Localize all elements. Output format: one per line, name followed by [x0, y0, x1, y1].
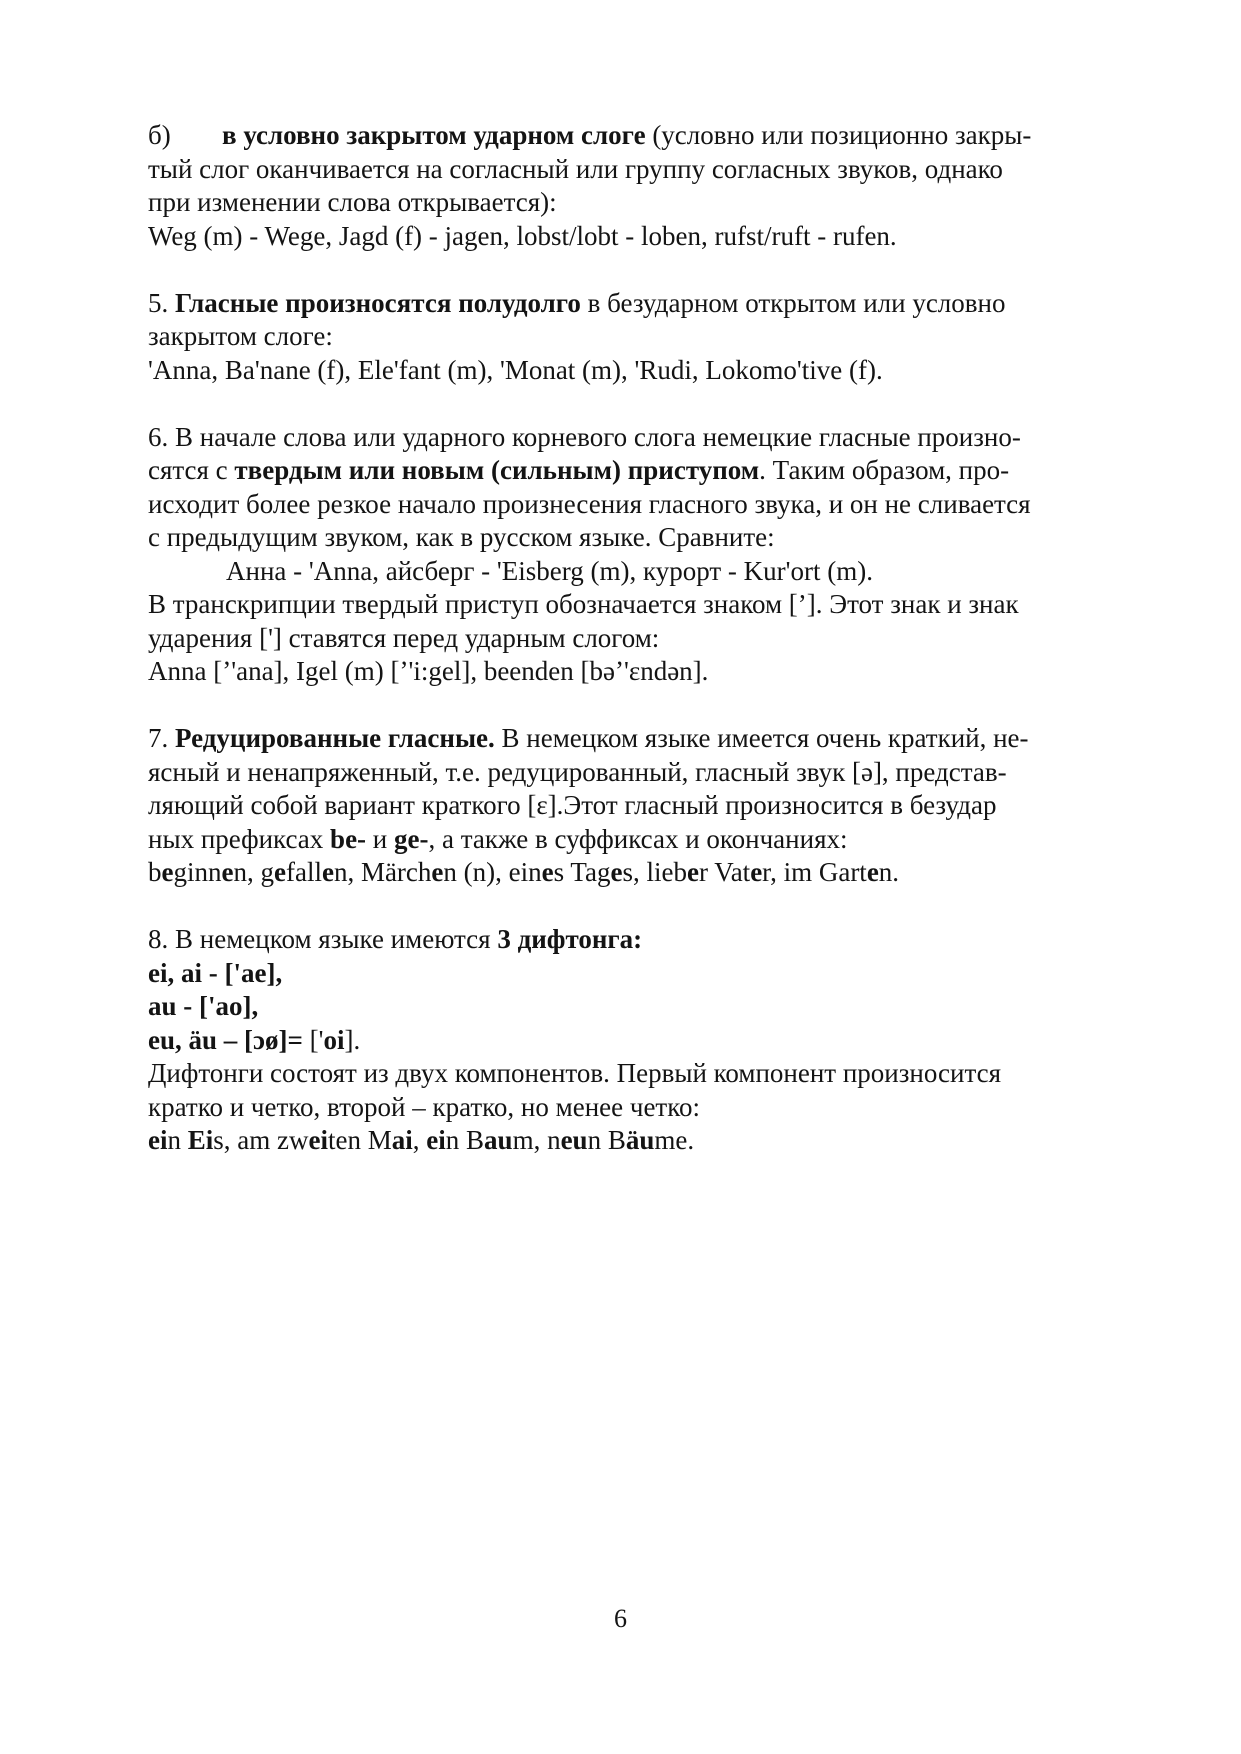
section-7-line-1: 7. Редуцированные гласные. В немецком языке имеется очень краткий, не-: [148, 723, 1029, 753]
section-6-line-2: сятся с твердым или новым (сильным) приступом. Таким образом, про-: [148, 455, 1010, 485]
bold-run: ai: [391, 1125, 413, 1155]
text-run: r Vat: [698, 857, 751, 887]
diphthong-au: au - ['ao],: [148, 991, 259, 1021]
text-run: ten M: [328, 1125, 392, 1155]
text-run: s, lieb: [622, 857, 687, 887]
text-run: n (n), ein: [443, 857, 542, 887]
section-8-examples: [148, 1124, 1098, 1158]
bold-run: e: [161, 857, 174, 887]
section-b-line-1: б) в условно закрытом ударном слоге (условно или позиционно закры-: [148, 119, 1098, 153]
bold-run: eu: [560, 1125, 588, 1155]
bold-run: e: [431, 857, 444, 887]
text-run: m, n: [512, 1125, 561, 1155]
section-6-line-4: с предыдущим звуком, как в русском языке. Сравните:: [148, 522, 775, 552]
text-run: n: [167, 1125, 188, 1155]
bold-run: ei: [308, 1125, 328, 1155]
section-b-line-3: при изменении слова открывается):: [148, 187, 557, 217]
section-6-comparison: Анна - 'Anna, айсберг - 'Eisberg (m), курорт - Kur'ort (m).: [226, 555, 873, 586]
text-run: ginn: [173, 857, 222, 887]
section-7-heading: Редуцированные гласные.: [175, 723, 495, 753]
bold-run: äu: [625, 1125, 655, 1155]
section-8-heading: 3 дифтонга:: [497, 924, 643, 954]
bold-run: e: [541, 857, 554, 887]
section-7-line-2: ясный и ненапряженный, т.е. редуцированный, гласный звук [ə], представ-: [148, 756, 1007, 787]
bold-run: e: [750, 857, 763, 887]
text-run: n B: [587, 1125, 626, 1155]
section-6-line-1: 6. В начале слова или ударного корневого слога немецкие гласные произно-: [148, 421, 1021, 452]
section-b-examples: Weg (m) - Wege, Jagd (f) - jagen, lobst/lobt - loben, rufst/ruft - rufen.: [148, 220, 897, 251]
section-6-line-7: ударения ['] ставятся перед ударным слогом:: [148, 622, 660, 653]
section-6-examples: Anna [ʼ'ana], Igel (m) [ʼ'i:gel], beenden [bəʼ'ɛndən].: [148, 656, 709, 686]
text-run: ,: [412, 1125, 427, 1155]
section-5-heading: Гласные произносятся полудолго: [175, 287, 581, 318]
section-5-examples: 'Anna, Ba'nane (f), Ele'fant (m), 'Monat (m), 'Rudi, Lokomo'tive (f).: [148, 354, 883, 385]
text-run: n, Märch: [333, 857, 432, 887]
text-run: n B: [445, 1125, 485, 1155]
bold-run: e: [273, 857, 286, 887]
section-7-line-4: ных префиксах be- и ge-, а также в суффиксах и окончаниях:: [148, 823, 848, 854]
section-5-line-1: 5. Гласные произносятся полудолго в безударном открытом или условно: [148, 287, 1006, 318]
text-run: fall: [285, 857, 322, 887]
page-number: 6: [614, 1604, 627, 1633]
diphthong-eu-au: eu, äu – [ɔø]= ['oi].: [148, 1024, 361, 1055]
text-run: r, im Gart: [762, 857, 867, 887]
bold-run: e: [686, 857, 699, 887]
section-8-line-6: кратко и четко, второй – кратко, но менее четко:: [148, 1091, 700, 1122]
diphthong-ei-ai: ei, ai - ['ae],: [148, 957, 283, 988]
section-6-line-6: В транскрипции твердый приступ обозначается знаком [’]. Этот знак и знак: [148, 589, 1019, 619]
bold-run: ei: [426, 1125, 446, 1155]
section-7-examples: [148, 856, 1098, 890]
section-b-line-2: тый слог оканчивается на согласный или группу согласных звуков, однако: [148, 153, 1003, 184]
section-5-line-2: закрытом слоге:: [148, 321, 333, 351]
bold-run: e: [221, 857, 234, 887]
bold-run: Ei: [187, 1125, 214, 1155]
section-6-heading: твердым или новым (сильным) приступом: [234, 455, 760, 485]
bold-run: e: [610, 857, 623, 887]
section-6-line-3: исходит более резкое начало произнесения гласного звука, и он не сливается: [148, 488, 1031, 519]
text-run: s Tag: [553, 857, 611, 887]
section-8-line-5: Дифтонги состоят из двух компонентов. Первый компонент произносится: [148, 1058, 1002, 1088]
bold-run: ei: [148, 1125, 168, 1155]
section-7-line-3: ляющий собой вариант краткого [ɛ].Этот гласный произносится в безудар: [148, 790, 997, 820]
text-run: b: [148, 857, 162, 887]
section-b-heading: в условно закрытом ударном слоге: [222, 120, 646, 150]
text-run: me.: [654, 1125, 695, 1155]
text-run: n, g: [233, 857, 274, 887]
text-run: n.: [878, 857, 900, 887]
list-marker: б): [148, 120, 171, 150]
bold-run: e: [866, 857, 879, 887]
section-8-intro: 8. В немецком языке имеются 3 дифтонга:: [148, 924, 643, 954]
bold-run: e: [321, 857, 334, 887]
document-page: [148, 119, 1098, 1158]
bold-run: au: [484, 1125, 513, 1155]
text-run: s, am zw: [213, 1125, 309, 1155]
